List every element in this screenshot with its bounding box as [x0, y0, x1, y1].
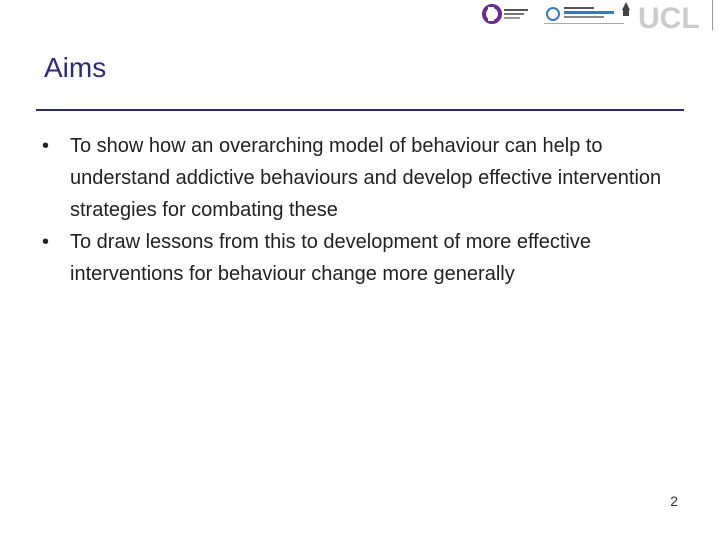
partner-logo-icon: [544, 3, 624, 25]
title-divider: [36, 109, 684, 111]
bullet-item: [40, 130, 680, 226]
bullet-text: To draw lessons from this to development of more effective interventions for behaviour change more generally: [70, 231, 591, 285]
header-logos: [470, 0, 720, 30]
bullet-item: [40, 226, 680, 290]
bullet-list: [40, 130, 680, 290]
page-number: 2: [670, 493, 678, 509]
partner-logo-icon: [482, 3, 542, 25]
svg-text:UCL: UCL: [638, 2, 700, 30]
ucl-logo: [616, 0, 720, 30]
bullet-marker: •: [42, 135, 50, 157]
bullet-text: To show how an overarching model of behaviour can help to understand addictive behaviours and develop effective intervention strategies for combating these: [70, 135, 662, 221]
slide-title: Aims: [44, 52, 107, 83]
bullet-marker: •: [42, 231, 50, 253]
